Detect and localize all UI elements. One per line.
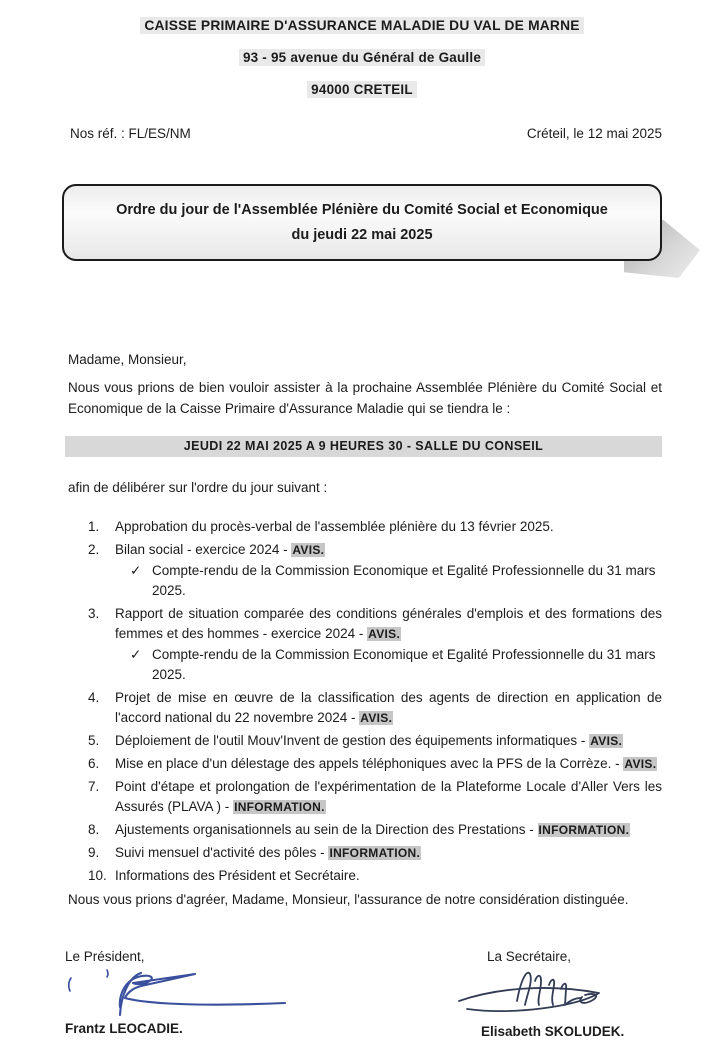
agenda-item-body (115, 777, 662, 817)
agenda-item-number: 5. (88, 733, 100, 748)
agenda-subitem (88, 561, 662, 601)
agenda-list (88, 517, 662, 886)
agenda-item-text: Ajustements organisationnels au sein de la Direction des Prestations - (115, 822, 534, 837)
check-icon: ✓ (130, 563, 142, 578)
agenda-item-row (88, 540, 662, 560)
agenda-item-tag: INFORMATION. (329, 846, 421, 860)
agenda-item (88, 731, 662, 751)
agenda-item-body (115, 517, 662, 537)
agenda-item-number: 9. (88, 845, 100, 860)
agenda-item (88, 777, 662, 817)
agenda-item-body (115, 604, 662, 644)
agenda-subitem-text: Compte-rendu de la Commission Economique et Egalité Professionnelle du 31 mars 2025. (152, 647, 656, 682)
org-street: 93 - 95 avenue du Général de Gaulle (239, 49, 485, 66)
document-title-line-1: Ordre du jour de l'Assemblée Plénière du Comité Social et Economique (116, 202, 608, 218)
check-icon: ✓ (130, 647, 142, 662)
meeting-banner: JEUDI 22 MAI 2025 A 9 HEURES 30 - SALLE DU CONSEIL (65, 436, 662, 457)
president-role-label: Le Président, (65, 949, 145, 964)
agenda-item-tag: INFORMATION. (538, 823, 630, 837)
org-name: CAISSE PRIMAIRE D'ASSURANCE MALADIE DU VAL DE MARNE (140, 17, 583, 34)
agenda-item (88, 540, 662, 601)
agenda-item-number: 3. (88, 606, 100, 621)
letterhead (0, 0, 724, 98)
agenda-item-number: 1. (88, 519, 100, 534)
agenda-item-text: Approbation du procès-verbal de l'assemblée plénière du 13 février 2025. (115, 519, 554, 534)
agenda-item-row (88, 688, 662, 728)
agenda-item-body (115, 731, 662, 751)
president-name: Frantz LEOCADIE. (65, 1021, 183, 1036)
agenda-item-row (88, 754, 662, 774)
agenda-subitem-text: Compte-rendu de la Commission Economique et Egalité Professionnelle du 31 mars 2025. (152, 563, 656, 598)
secretary-signature-icon (453, 965, 613, 1021)
agenda-item-tag: AVIS. (368, 627, 401, 641)
agenda-subitem (88, 645, 662, 685)
agenda-item-number: 6. (88, 756, 100, 771)
agenda-item-body (115, 843, 662, 863)
agenda-item-text: Projet de mise en œuvre de la classification des agents de direction en application de l'accord national du 22 novembre 2024 - (115, 690, 662, 725)
agenda-item-tag: AVIS. (624, 757, 657, 771)
agenda-item-text: Déploiement de l'outil Mouv'Invent de gestion des équipements informatiques - (115, 733, 586, 748)
agenda-item-row (88, 731, 662, 751)
closing-paragraph: Nous vous prions d'agréer, Madame, Monsieur, l'assurance de notre considération distinguée. (68, 892, 629, 907)
agenda-item-number: 7. (88, 779, 100, 794)
agenda-item (88, 820, 662, 840)
signature-president (65, 948, 355, 1040)
agenda-item (88, 604, 662, 685)
agenda-item-row (88, 866, 662, 886)
agenda-item-body (115, 754, 662, 774)
signature-block (65, 948, 658, 1040)
agenda-item-text: Point d'étape et prolongation de l'expérimentation de la Plateforme Locale d'Aller Vers les Assurés (PLAVA ) - (115, 779, 662, 814)
secretary-name: Elisabeth SKOLUDEK. (481, 1024, 625, 1039)
org-city: 94000 CRETEIL (307, 81, 417, 98)
president-signature-icon (43, 967, 293, 1019)
agenda-item-text: Bilan social - exercice 2024 - (115, 542, 288, 557)
agenda-item-row (88, 604, 662, 644)
agenda-item-row (88, 820, 662, 840)
salutation: Madame, Monsieur, (68, 352, 187, 367)
agenda-item-body (115, 540, 662, 560)
reference-row (70, 125, 662, 142)
reference-number: Nos réf. : FL/ES/NM (70, 126, 191, 141)
secretary-role-label: La Secrétaire, (487, 949, 572, 964)
agenda-item-body (115, 820, 662, 840)
agenda-item-row (88, 517, 662, 537)
agenda-item-tag: AVIS. (590, 734, 623, 748)
address-line-1 (0, 49, 724, 66)
agenda-item (88, 843, 662, 863)
document-title-line-2: du jeudi 22 mai 2025 (291, 227, 433, 243)
agenda-item-text: Mise en place d'un délestage des appels téléphoniques avec la PFS de la Corrèze. - (115, 756, 620, 771)
agenda-item (88, 688, 662, 728)
agenda-item (88, 754, 662, 774)
document-title-box (62, 184, 662, 261)
agenda-item-text: Rapport de situation comparée des conditions générales d'emplois et des formations des femmes et des hommes - exercice 2024 - (115, 606, 662, 641)
agenda-item-number: 4. (88, 690, 100, 705)
agenda-item-number: 10. (88, 868, 107, 883)
intro-paragraph: Nous vous prions de bien vouloir assister à la prochaine Assemblée Plénière du Comité Social et Economique de la Caisse Primaire d'Assurance Maladie qui se tiendra le : (68, 380, 662, 416)
agenda-item-number: 8. (88, 822, 100, 837)
agenda-item-body (115, 688, 662, 728)
agenda-item-tag: INFORMATION. (234, 800, 325, 814)
signature-secretary (453, 948, 658, 1040)
org-name-line (0, 17, 724, 34)
title-box-wrapper (62, 184, 662, 261)
agenda-item-body (115, 866, 662, 886)
agenda-item (88, 517, 662, 537)
agenda-item-text: Suivi mensuel d'activité des pôles - (115, 845, 325, 860)
agenda-item-row (88, 777, 662, 817)
dateline: Créteil, le 12 mai 2025 (526, 126, 662, 141)
address-line-2 (0, 81, 724, 98)
agenda-item-number: 2. (88, 542, 100, 557)
agenda-item (88, 866, 662, 886)
agenda-item-row (88, 843, 662, 863)
agenda-intro: afin de délibérer sur l'ordre du jour suivant : (68, 480, 328, 495)
agenda-item-text: Informations des Président et Secrétaire. (115, 868, 360, 883)
agenda-item-tag: AVIS. (292, 543, 325, 557)
agenda-item-tag: AVIS. (360, 711, 393, 725)
